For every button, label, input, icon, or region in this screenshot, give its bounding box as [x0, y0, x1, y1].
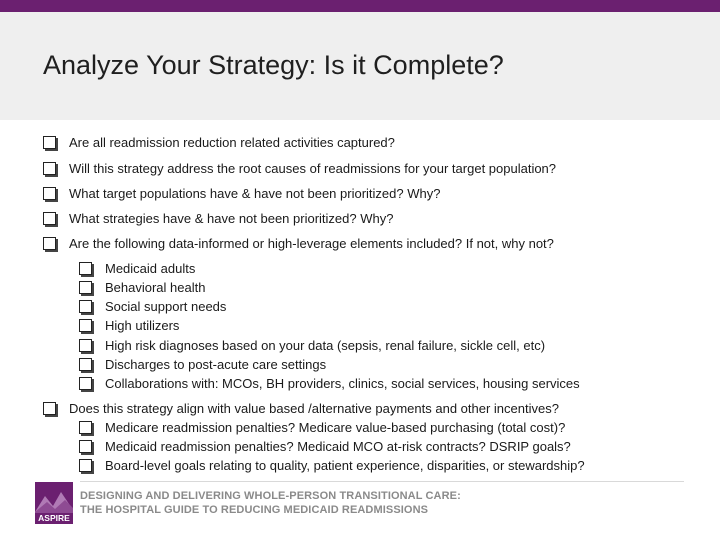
checkbox-square-icon [43, 237, 56, 250]
checkbox-square-icon [43, 162, 56, 175]
sub-bullet-text: High risk diagnoses based on your data (sepsis, renal failure, sickle cell, etc) [105, 337, 546, 353]
checkbox-square-icon [79, 281, 92, 294]
sub-bullet-text: Board-level goals relating to quality, patient experience, disparities, or stewardship? [105, 457, 585, 473]
sub-bullet-item [79, 374, 580, 392]
checkbox-square-icon [43, 402, 56, 415]
sub-bullet-text: Social support needs [105, 298, 227, 314]
top-accent-bar [0, 0, 720, 12]
checkbox-square-icon [79, 421, 92, 434]
bullet-item [43, 159, 556, 177]
logo-text: ASPIRE [38, 513, 70, 523]
sub-bullet-item [79, 316, 179, 334]
bullet-item [43, 209, 393, 227]
bullet-text: What strategies have & have not been prioritized? Why? [69, 210, 394, 226]
bullet-item [43, 184, 440, 202]
bullet-text: What target populations have & have not been prioritized? Why? [69, 185, 441, 201]
sub-bullet-item [79, 336, 545, 354]
sub-bullet-text: Collaborations with: MCOs, BH providers, clinics, social services, housing services [105, 375, 580, 391]
checkbox-square-icon [79, 300, 92, 313]
checkbox-square-icon [79, 358, 92, 371]
bullet-text: Are all readmission reduction related activities captured? [69, 134, 395, 150]
checkbox-square-icon [43, 187, 56, 200]
checkbox-square-icon [79, 262, 92, 275]
bullet-text: Will this strategy address the root causes of readmissions for your target population? [69, 160, 557, 176]
checkbox-square-icon [79, 319, 92, 332]
checkbox-square-icon [79, 440, 92, 453]
bullet-item [43, 133, 395, 151]
sub-bullet-text: Behavioral health [105, 279, 206, 295]
checkbox-square-icon [79, 459, 92, 472]
sub-bullet-item [79, 418, 565, 436]
sub-bullet-text: Discharges to post-acute care settings [105, 356, 327, 372]
bullet-text: Does this strategy align with value based /alternative payments and other incentives? [69, 400, 559, 416]
checkbox-square-icon [43, 136, 56, 149]
sub-bullet-item [79, 456, 585, 474]
bullet-item [43, 399, 559, 417]
sub-bullet-text: Medicare readmission penalties? Medicare value-based purchasing (total cost)? [105, 419, 566, 435]
sub-bullet-item [79, 278, 205, 296]
bullet-item [43, 234, 554, 252]
sub-bullet-item [79, 259, 195, 277]
sub-bullet-item [79, 355, 326, 373]
sub-bullet-text: Medicaid adults [105, 260, 196, 276]
sub-bullet-item [79, 297, 226, 315]
checkbox-square-icon [79, 339, 92, 352]
sub-bullet-item [79, 437, 571, 455]
footer-divider [80, 481, 684, 482]
checkbox-square-icon [79, 377, 92, 390]
sub-bullet-text: High utilizers [105, 317, 180, 333]
checkbox-square-icon [43, 212, 56, 225]
bullet-text: Are the following data-informed or high-leverage elements included? If not, why not? [69, 235, 554, 251]
slide-title: Analyze Your Strategy: Is it Complete? [43, 50, 504, 80]
sub-bullet-text: Medicaid readmission penalties? Medicaid MCO at-risk contracts? DSRIP goals? [105, 438, 571, 454]
aspire-logo-icon [35, 482, 73, 524]
footer-line-1: DESIGNING AND DELIVERING WHOLE-PERSON TRANSITIONAL CARE: [80, 490, 461, 502]
footer-line-2: THE HOSPITAL GUIDE TO REDUCING MEDICAID READMISSIONS [80, 504, 429, 516]
